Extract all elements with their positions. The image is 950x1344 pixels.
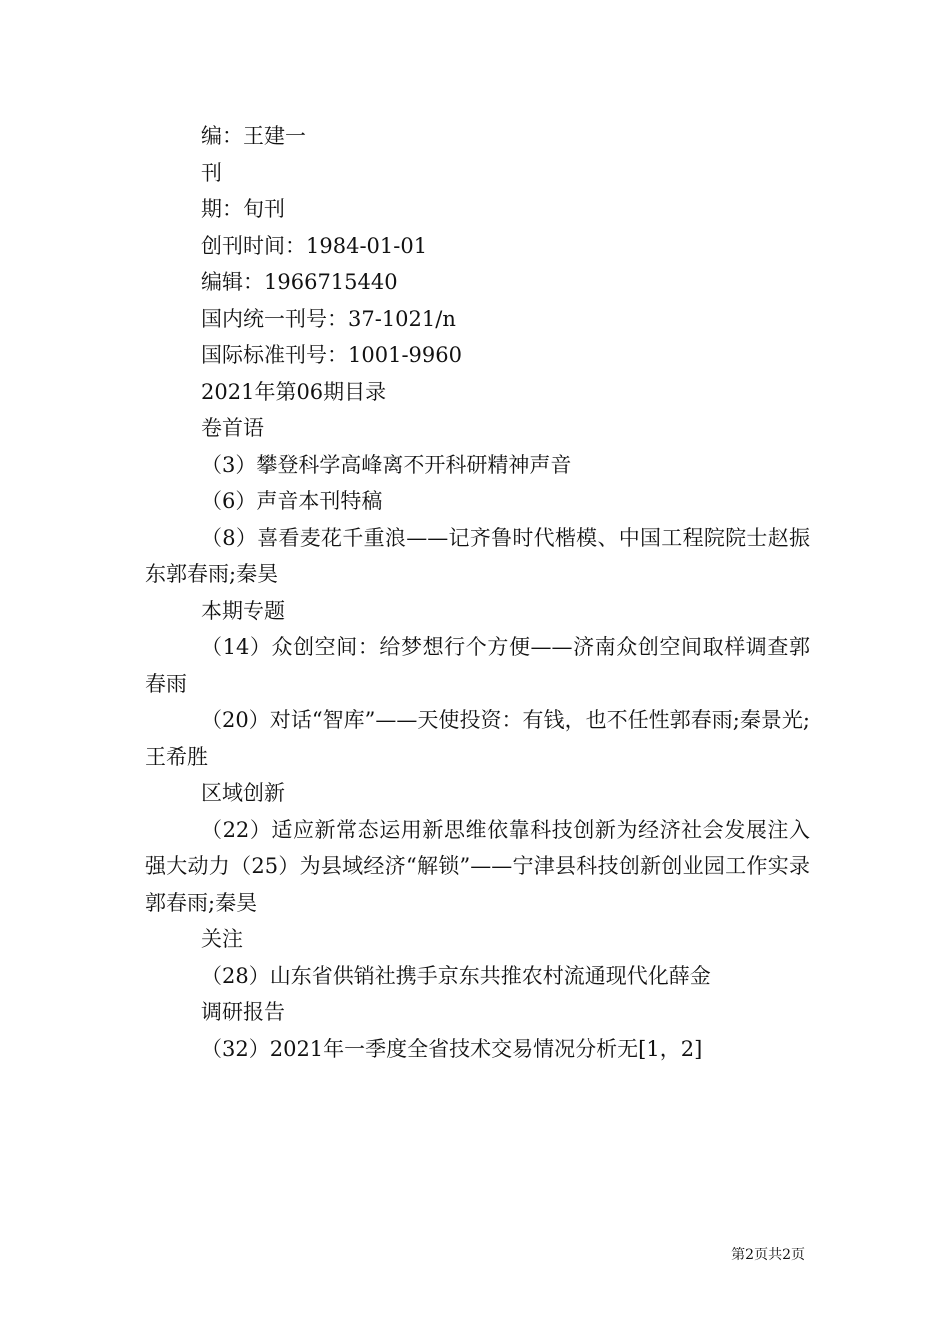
section-report: 调研报告 bbox=[201, 1000, 285, 1024]
document-body bbox=[145, 118, 810, 1067]
toc-entry-8: （8）喜看麦花千重浪——记齐鲁时代楷模、中国工程院院士赵振东郭春雨;秦昊 bbox=[145, 525, 810, 586]
toc-entry-3: （3）攀登科学高峰离不开科研精神声音 bbox=[201, 452, 572, 477]
editor-id-line: 编辑：1966715440 bbox=[201, 270, 398, 294]
section-topic: 本期专题 bbox=[201, 598, 285, 623]
page-number-footer: 第2页共2页 bbox=[731, 1247, 805, 1263]
toc-entry-14: （14）众创空间：给梦想行个方便——济南众创空间取样调查郭春雨 bbox=[145, 635, 810, 696]
section-focus: 关注 bbox=[201, 927, 243, 951]
toc-entry-20: （20）对话“智库”——天使投资：有钱，也不任性郭春雨;秦景光;王希胜 bbox=[145, 708, 810, 769]
journal-line: 刊 bbox=[201, 160, 222, 185]
toc-entry-6: （6）声音本刊特稿 bbox=[201, 489, 383, 513]
toc-entry-32: （32）2021年一季度全省技术交易情况分析无[1，2] bbox=[201, 1036, 703, 1061]
cn-number-line: 国内统一刊号：37-1021/n bbox=[201, 306, 456, 331]
founded-line: 创刊时间：1984-01-01 bbox=[201, 233, 428, 258]
section-preface: 卷首语 bbox=[201, 416, 264, 440]
period-line: 期：旬刊 bbox=[201, 197, 285, 221]
section-region: 区域创新 bbox=[201, 781, 285, 805]
issn-line: 国际标准刊号：1001-9960 bbox=[201, 343, 462, 367]
issue-title: 2021年第06期目录 bbox=[201, 379, 387, 404]
toc-entry-28: （28）山东省供销社携手京东共推农村流通现代化薛金 bbox=[201, 963, 711, 988]
toc-entry-22: （22）适应新常态运用新思维依靠科技创新为经济社会发展注入强大动力（25）为县域经济“解锁”——宁津县科技创新创业园工作实录郭春雨;秦昊 bbox=[145, 817, 810, 915]
editor-line: 编：王建一 bbox=[201, 124, 306, 148]
